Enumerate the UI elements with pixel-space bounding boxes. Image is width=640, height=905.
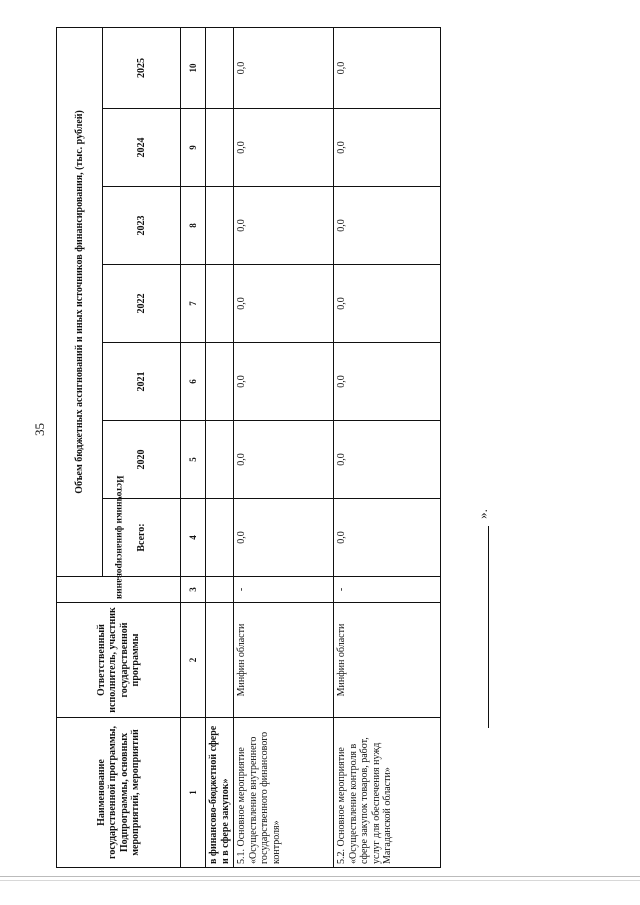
column-number: 5 — [181, 421, 206, 499]
empty-cell — [206, 577, 234, 603]
column-number: 4 — [181, 499, 206, 577]
financing-table — [56, 27, 441, 868]
column-number: 8 — [181, 187, 206, 265]
header-name: Наименование государственной программы, Подпрограммы, основных мероприятий, мероприятий — [57, 718, 181, 868]
scan-edge-line — [0, 880, 640, 881]
page-number: 35 — [32, 423, 47, 436]
row-source: - — [234, 577, 334, 603]
row-responsible: Минфин области — [334, 603, 441, 718]
row-value: 0,0 — [234, 499, 334, 577]
empty-cell — [206, 109, 234, 187]
row-source: - — [334, 577, 441, 603]
row-value: 0,0 — [334, 187, 441, 265]
column-number: 3 — [181, 577, 206, 603]
row-value: 0,0 — [334, 27, 441, 108]
section-title: в финансово-бюджетной сфере и в сфере закупок» — [206, 718, 234, 868]
row-value: 0,0 — [234, 343, 334, 421]
header-year: 2025 — [103, 27, 181, 108]
empty-cell — [206, 27, 234, 108]
row-value: 0,0 — [334, 499, 441, 577]
section-row — [206, 27, 234, 867]
column-number: 7 — [181, 265, 206, 343]
scan-edge-line — [0, 876, 640, 877]
empty-cell — [206, 187, 234, 265]
column-number: 9 — [181, 109, 206, 187]
header-volume: Объем бюджетных ассигнований и иных источников финансирования, (тыс. рублей) — [57, 27, 103, 576]
header-year: 2020 — [103, 421, 181, 499]
closing-mark: ». — [474, 509, 490, 519]
table-row — [334, 27, 441, 867]
financing-table-rotated — [56, 28, 440, 868]
row-responsible: Минфин области — [234, 603, 334, 718]
column-number-row — [181, 27, 206, 867]
empty-cell — [206, 343, 234, 421]
row-value: 0,0 — [334, 265, 441, 343]
header-row-top — [57, 27, 103, 867]
header-year: 2021 — [103, 343, 181, 421]
row-value: 0,0 — [334, 343, 441, 421]
row-value: 0,0 — [334, 421, 441, 499]
empty-cell — [206, 499, 234, 577]
column-number: 1 — [181, 718, 206, 868]
header-year: 2023 — [103, 187, 181, 265]
column-number: 6 — [181, 343, 206, 421]
empty-cell — [206, 421, 234, 499]
header-responsible: Ответственный исполнитель, участник государственной программы — [57, 603, 181, 718]
column-number: 2 — [181, 603, 206, 718]
row-value: 0,0 — [334, 109, 441, 187]
row-value: 0,0 — [234, 187, 334, 265]
table-row — [234, 27, 334, 867]
header-total: Всего: — [103, 499, 181, 577]
closing-rule — [488, 526, 489, 728]
row-value: 0,0 — [234, 265, 334, 343]
header-source: Источники финансирования — [57, 577, 181, 603]
header-year: 2024 — [103, 109, 181, 187]
column-number: 10 — [181, 27, 206, 108]
row-value: 0,0 — [234, 109, 334, 187]
row-value: 0,0 — [234, 421, 334, 499]
row-value: 0,0 — [234, 27, 334, 108]
header-year: 2022 — [103, 265, 181, 343]
row-name: 5.2. Основное мероприятие «Осуществление контроля в сфере закупок товаров, работ, услуг для обеспечения нужд Магаданской области» — [334, 718, 441, 868]
empty-cell — [206, 265, 234, 343]
empty-cell — [206, 603, 234, 718]
row-name: 5.1. Основное мероприятие «Осуществление внутреннего государственного финансового контроля» — [234, 718, 334, 868]
